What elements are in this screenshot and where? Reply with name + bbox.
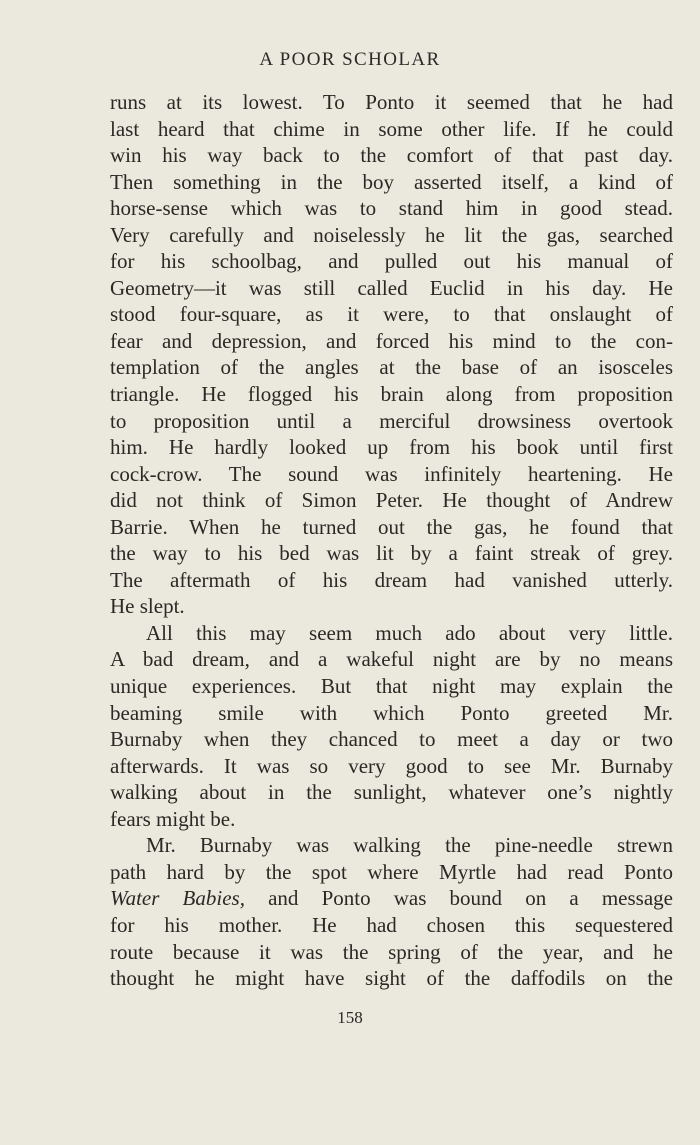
text-line bbox=[110, 461, 673, 488]
line-text: Mr. Burnaby was walking the pine-needle strewn bbox=[146, 833, 673, 858]
text-line bbox=[110, 726, 673, 753]
text-line bbox=[110, 328, 673, 355]
text-line bbox=[110, 646, 673, 673]
line-text: horse-sense which was to stand him in good stead. bbox=[110, 196, 673, 221]
line-text: win his way back to the comfort of that past day. bbox=[110, 143, 673, 168]
text-line bbox=[110, 142, 673, 169]
text-line bbox=[110, 832, 673, 859]
line-text: Then something in the boy asserted itself, a kind of bbox=[110, 169, 673, 194]
line-text: stood four-square, as it were, to that onslaught of bbox=[110, 302, 673, 327]
line-text: the way to his bed was lit by a faint streak of grey. bbox=[110, 541, 673, 566]
line-text: beaming smile with which Ponto greeted Mr. bbox=[110, 700, 673, 725]
line-text: path hard by the spot where Myrtle had read Ponto bbox=[110, 859, 673, 884]
line-text: runs at its lowest. To Ponto it seemed that he had bbox=[110, 90, 673, 114]
line-text: Burnaby when they chanced to meet a day or two bbox=[110, 727, 673, 752]
text-line bbox=[110, 540, 673, 567]
line-text: did not think of Simon Peter. He thought of Andrew bbox=[110, 488, 673, 513]
text-line bbox=[110, 408, 673, 435]
italic-title-text: Water Babies, bbox=[110, 886, 245, 911]
text-line bbox=[110, 116, 673, 143]
line-text: for his mother. He had chosen this sequestered bbox=[110, 912, 673, 937]
line-text: route because it was the spring of the year, and he bbox=[110, 939, 673, 964]
text-line bbox=[110, 806, 673, 833]
text-line bbox=[110, 779, 673, 806]
line-text: him. He hardly looked up from his book until first bbox=[110, 435, 673, 460]
text-line bbox=[110, 673, 673, 700]
text-line bbox=[110, 912, 673, 939]
text-line bbox=[110, 859, 673, 886]
text-line bbox=[110, 354, 673, 381]
text-line bbox=[110, 885, 673, 912]
line-text: walking about in the sunlight, whatever one’s nightly bbox=[110, 780, 673, 805]
line-text: cock-crow. The sound was infinitely heartening. He bbox=[110, 461, 673, 486]
text-line bbox=[110, 567, 673, 594]
text-line bbox=[110, 487, 673, 514]
text-line bbox=[110, 169, 673, 196]
text-line bbox=[110, 381, 673, 408]
running-head: A POOR SCHOLAR bbox=[259, 49, 441, 70]
line-text: A bad dream, and a wakeful night are by no means bbox=[110, 647, 673, 672]
text-line bbox=[110, 514, 673, 541]
text-line bbox=[110, 222, 673, 249]
text-line bbox=[110, 620, 673, 647]
line-text: All this may seem much ado about very little. bbox=[146, 620, 673, 645]
line-text: afterwards. It was so very good to see Mr. Burnaby bbox=[110, 753, 673, 778]
text-line bbox=[110, 593, 673, 620]
line-text: The aftermath of his dream had vanished utterly. bbox=[110, 567, 673, 592]
text-line bbox=[110, 753, 673, 780]
line-text: Barrie. When he turned out the gas, he found that bbox=[110, 514, 673, 539]
body-text bbox=[110, 89, 673, 992]
line-text: Geometry—it was still called Euclid in his day. He bbox=[110, 275, 673, 300]
text-line bbox=[110, 965, 673, 992]
text-line bbox=[110, 248, 673, 275]
text-line bbox=[110, 275, 673, 302]
line-text: last heard that chime in some other life. If he could bbox=[110, 116, 673, 141]
text-line bbox=[110, 301, 673, 328]
line-text: Very carefully and noiselessly he lit the gas, searched bbox=[110, 222, 673, 247]
line-text: fears might be. bbox=[110, 806, 236, 831]
line-text: triangle. He flogged his brain along from proposition bbox=[110, 382, 673, 407]
line-text: and Ponto was bound on a message bbox=[244, 886, 673, 911]
line-text: He slept. bbox=[110, 594, 185, 619]
line-text: unique experiences. But that night may explain the bbox=[110, 674, 673, 699]
page-number: 158 bbox=[337, 1008, 363, 1027]
text-line bbox=[110, 939, 673, 966]
line-text: for his schoolbag, and pulled out his manual of bbox=[110, 249, 673, 274]
line-text: to proposition until a merciful drowsiness overtook bbox=[110, 408, 673, 433]
line-text: fear and depression, and forced his mind to the con- bbox=[110, 328, 673, 353]
text-line bbox=[110, 434, 673, 461]
line-text: thought he might have sight of the daffodils on the bbox=[110, 966, 673, 991]
text-line bbox=[110, 89, 673, 116]
line-text: templation of the angles at the base of an isosceles bbox=[110, 355, 673, 380]
text-line bbox=[110, 195, 673, 222]
text-line bbox=[110, 700, 673, 727]
